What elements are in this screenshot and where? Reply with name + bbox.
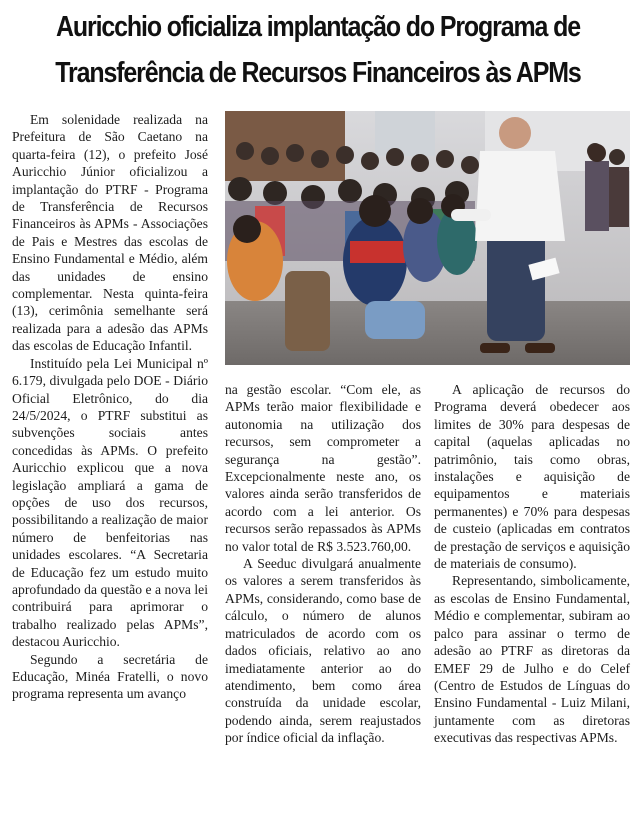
- event-photo: [225, 111, 630, 365]
- headline-line-1: Auricchio oficializa implantação do Programa de: [55, 11, 580, 43]
- paragraph: A Seeduc divulgará anualmente os valores a serem transferidos às APMs, considerando, como base de cálculo, o número de alunos matriculados de acordo com os dados oficiais, relativo ao ano imediatamente anterior ao do atendimento, bem como área construída da unidade escolar, podendo ainda, serem reajustados por índice oficial da inflação.: [225, 556, 421, 746]
- article-column-1: [12, 111, 208, 703]
- paragraph: Instituído pela Lei Municipal nº 6.179, divulgada pelo DOE - Diário Oficial Eletrônico, do dia 24/5/2024, o PTRF substitui as subvenções sociais antes concedidas às APMs. O prefeito Auricchio explicou que a nova legislação ampliará a gama de opções de uso dos recursos, possibilitando a realização de maior número de benfeitorias nas unidades escolares. “A Secretaria de Educação fez um estudo muito aprofundado da questão e a nova lei contribuirá para aprimorar o trabalho realizado pelas APMs”, destacou Auricchio.: [12, 355, 208, 650]
- headline: [51, 4, 584, 96]
- paragraph: A aplicação de recursos do Programa deverá obedecer aos limites de 30% para despesas de capital (aquelas aplicadas no patrimônio, tais como obras, instalações e aquisição de equipamentos e materiais permanentes) e 70% para despesas de custeio (aplicadas em contratos de prestação de serviços e aquisição de materiais de consumo).: [434, 382, 630, 572]
- article-column-3: [434, 381, 630, 747]
- headline-line-2: Transferência de Recursos Financeiros às APMs: [55, 57, 581, 89]
- article-column-2: [225, 381, 421, 747]
- paragraph: Em solenidade realizada na Prefeitura de São Caetano na quarta-feira (12), o prefeito José Auricchio Júnior oficializou a implantação do PTRF - Programa de Transferência de Recursos Financeiros às APMs - Associações de Pais e Mestres das escolas de Ensino Fundamental e Médio, além das unidades de ensino complementar. Nesta quinta-feira (13), cerimônia semelhante será realizada para a adesão das APMs das escolas de Educação Infantil.: [12, 112, 208, 354]
- paragraph: Representando, simbolicamente, as escolas de Ensino Fundamental, Médio e complementar, subiram ao palco para assinar o termo de adesão ao PTRF as diretoras da EMEF 29 de Julho e do Celef (Centro de Estudos de Línguas do Ensino Fundamental - Luiz Milani, juntamente com as diretoras executivas das respectivas APMs.: [434, 573, 630, 746]
- paragraph: Segundo a secretária de Educação, Minéa Fratelli, o novo programa representa um avanço: [12, 651, 208, 702]
- paragraph: na gestão escolar. “Com ele, as APMs terão maior flexibilidade e autonomia na utilização dos recursos, sem comprometer a segurança na gestão”. Excepcionalmente neste ano, os valores ainda serão transferidos de acordo com a lei anterior. Os recursos serão repassados às APMs no valor total de R$ 3.523.760,00.: [225, 382, 421, 554]
